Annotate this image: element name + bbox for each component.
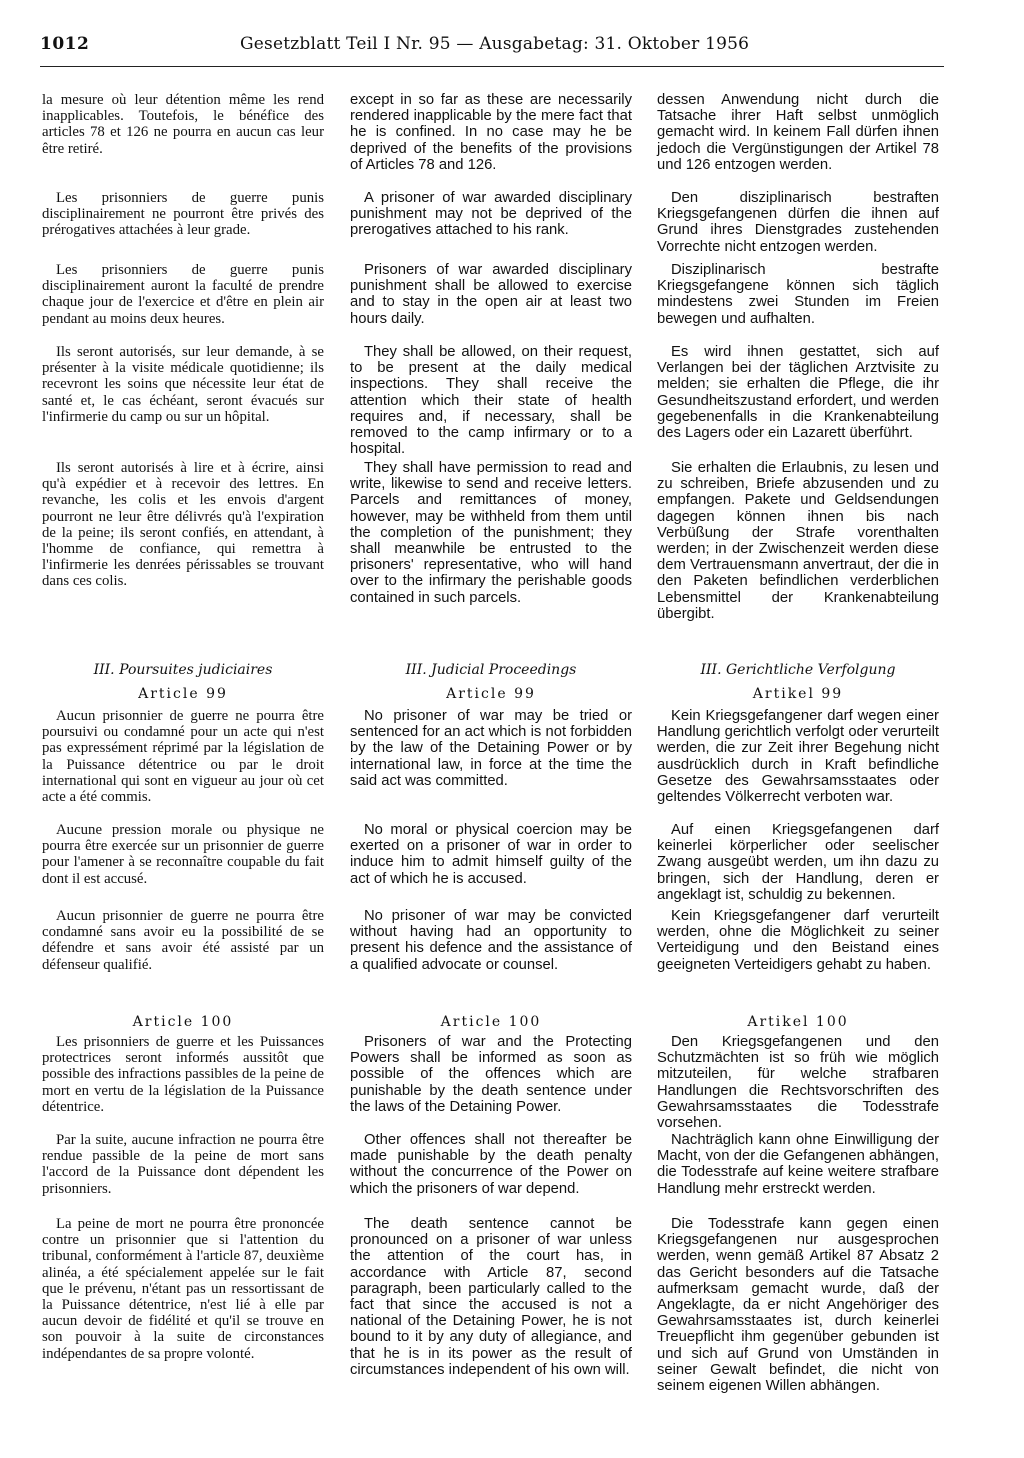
paragraph: Kein Kriegsgefangener darf wegen einer Handlung gerichtlich verfolgt oder verurteilt werden, die zur Zeit ihrer Begehung nicht ausdrücklich durch in Kraft befindliche Gesetze des Gewahrsamsstaates oder geltendes Völkerrecht verboten war.	[657, 708, 939, 806]
paragraph: Ils seront autorisés à lire et à écrire, ainsi qu'à expédier et à recevoir des lettres. En revanche, les colis et les envois d'argent pourront ne leur être délivrés qu'à l'expiration de la peine; ils seront confiés, en attendant, à l'homme de confiance, qui remettra à l'infirmerie les denrées périssables se trouvant dans ces colis.	[42, 460, 324, 590]
paragraph: Ils seront autorisés, sur leur demande, à se présenter à la visite médicale quotidienne; ils recevront les soins que nécessite leur état de santé et, le cas échéant, seront évacués sur l'infirmerie du camp ou sur un hôpital.	[42, 344, 324, 425]
paragraph: Other offences shall not thereafter be made punishable by the death penalty without the concurrence of the Power on which the prisoners of war depend.	[350, 1132, 632, 1197]
english-art99-p1	[350, 708, 632, 789]
french-art100-p2	[42, 1132, 324, 1197]
english-art99-p3	[350, 908, 632, 973]
paragraph: Kein Kriegsgefangener darf verurteilt werden, ohne die Möglichkeit zu seiner Verteidigung und den Beistand eines geeigneten Verteidigers gehabt zu haben.	[657, 908, 939, 973]
article-heading: Article 99	[138, 686, 228, 702]
german-art99-p3	[657, 908, 939, 973]
german-top-p4	[657, 344, 939, 441]
paragraph: Den disziplinarisch bestraften Kriegsgefangenen dürfen die ihnen auf Grund ihres Dienstgrades zustehenden Vorrechte nicht entzogen werden.	[657, 190, 939, 255]
english-art100-p3	[350, 1216, 632, 1378]
german-section-heading	[657, 662, 939, 702]
german-art99-p1	[657, 708, 939, 805]
paragraph: No prisoner of war may be tried or sentenced for an act which is not forbidden by the law of the Detaining Power or by international law, in force at the time the said act was committed.	[350, 708, 632, 789]
paragraph: No moral or physical coercion may be exerted on a prisoner of war in order to induce him to admit himself guilty of the act of which he is accused.	[350, 822, 632, 887]
paragraph: A prisoner of war awarded disciplinary punishment may not be deprived of the prerogatives attached to his rank.	[350, 190, 632, 239]
paragraph: Die Todesstrafe kann gegen einen Kriegsgefangenen nur ausgesprochen werden, wenn gemäß Artikel 87 Absatz 2 das Gericht besonders auf die Tatsache aufmerksam gemacht wurde, daß der Angeklagte, da er nicht Angehöriger des Gewahrsamsstaates ist, durch keinerlei Treuepflicht ihm gegenüber gebunden ist und sich auf Grund von Umständen in seiner Gewalt befindet, die nicht von seinem eigenen Willen abhängen.	[657, 1216, 939, 1395]
french-top-p1	[42, 92, 324, 157]
french-section-heading	[42, 662, 324, 702]
french-top-p4	[42, 344, 324, 425]
paragraph: Den Kriegsgefangenen und den Schutzmächten ist so früh wie möglich mitzuteilen, für welche strafbaren Handlungen die Rechtsvorschriften des Gewahrsamsstaates die Todesstrafe vorsehen.	[657, 1034, 939, 1132]
english-top-p1	[350, 92, 632, 173]
german-top-p5	[657, 460, 939, 622]
english-top-p5	[350, 460, 632, 606]
paragraph: Disziplinarisch bestrafte Kriegsgefangene können sich täglich mindestens zwei Stunden im Freien bewegen und aufhalten.	[657, 262, 939, 327]
german-art99-p2	[657, 822, 939, 903]
paragraph: Les prisonniers de guerre et les Puissances protectrices seront informés aussitôt que possible des infractions passibles de la peine de mort en vertu de la législation de la Puissance détentrice.	[42, 1034, 324, 1115]
english-top-p2	[350, 190, 632, 239]
paragraph: Prisoners of war and the Protecting Powers shall be informed as soon as possible of the offences which are punishable by the death sentence under the laws of the Detaining Power.	[350, 1034, 632, 1115]
english-art99-p2	[350, 822, 632, 887]
english-top-p4	[350, 344, 632, 457]
german-top-p1	[657, 92, 939, 173]
paragraph: They shall have permission to read and write, likewise to send and receive letters. Parcels and remittances of money, however, may be withheld from them until the completion of the punishment; they shall meanwhile be entrusted to the prisoners' representative, who will hand over to the infirmary the perishable goods contained in such parcels.	[350, 460, 632, 606]
french-top-p2	[42, 190, 324, 239]
paragraph: Es wird ihnen gestattet, sich auf Verlangen bei der täglichen Arztvisite zu melden; sie erhalten die Pflege, die ihr Gesundheitszustand erfordert, und werden gegebenenfalls in die Krankenabteilung des Lagers oder ein Lazarett überführt.	[657, 344, 939, 442]
german-top-p2	[657, 190, 939, 255]
french-art100-p3	[42, 1216, 324, 1362]
page-number: 1012	[40, 34, 90, 54]
paragraph: Par la suite, aucune infraction ne pourra être rendue passible de la peine de mort sans l'accord de la Puissance dont dépendent les prisonniers.	[42, 1132, 324, 1197]
paragraph: Aucun prisonnier de guerre ne pourra être poursuivi ou condamné pour un acte qui n'est pas expressément réprimé par la législation de la Puissance détentrice ou par le droit international qui sont en vigueur au jour où cet acte a été commis.	[42, 708, 324, 806]
french-art100-p1	[42, 1034, 324, 1115]
article-heading: Article 99	[446, 686, 536, 702]
paragraph: No prisoner of war may be convicted without having had an opportunity to present his defence and the assistance of a qualified advocate or counsel.	[350, 908, 632, 973]
paragraph: La peine de mort ne pourra être prononcée contre un prisonnier que si l'attention du tribunal, conformément à l'article 87, deuxième alinéa, a été spécialement appelée sur le fait que le prévenu, n'étant pas un ressortissant de la Puissance détentrice, n'est lié à elle par aucun devoir de fidélité et qu'il se trouve en son pouvoir à la suite de circonstances indépendantes de sa propre volonté.	[42, 1216, 324, 1362]
german-art100-p2	[657, 1132, 939, 1197]
paragraph: Prisoners of war awarded disciplinary punishment shall be allowed to exercise and to stay in the open air at least two hours daily.	[350, 262, 632, 327]
french-top-p3	[42, 262, 324, 327]
paragraph: Auf einen Kriegsgefangenen darf keinerlei körperlicher oder seelischer Zwang ausgeübt werden, um ihn dazu zu bringen, sich der Handlung, deren er angeklagt ist, schuldig zu bekennen.	[657, 822, 939, 903]
french-art100-heading: Article 100	[132, 1014, 234, 1030]
paragraph: la mesure où leur détention même les rend inapplicables. Toutefois, le bénéfice des articles 78 et 126 ne pourra en aucun cas leur être retiré.	[42, 92, 324, 157]
paragraph: Les prisonniers de guerre punis disciplinairement ne pourront être privés des prérogatives attachées à leur grade.	[42, 190, 324, 239]
german-art100-heading: Artikel 100	[747, 1014, 849, 1030]
german-art100-p1	[657, 1034, 939, 1131]
section-title: III. Gerichtliche Verfolgung	[700, 662, 896, 678]
section-title: III. Judicial Proceedings	[405, 662, 577, 678]
english-art100-heading: Article 100	[440, 1014, 542, 1030]
section-title: III. Poursuites judiciaires	[93, 662, 273, 678]
french-top-p5	[42, 460, 324, 590]
page-header	[40, 22, 944, 67]
paragraph: dessen Anwendung nicht durch die Tatsache ihrer Haft selbst unmöglich gemacht wird. In keinem Fall dürfen ihnen jedoch die Vergünstigungen der Artikel 78 und 126 entzogen werden.	[657, 92, 939, 173]
article-heading: Artikel 99	[752, 686, 844, 702]
german-top-p3	[657, 262, 939, 327]
french-art99-p3	[42, 908, 324, 973]
english-section-heading	[350, 662, 632, 702]
paragraph: except in so far as these are necessarily rendered inapplicable by the mere fact that he is confined. In no case may he be deprived of the benefits of the provisions of Articles 78 and 126.	[350, 92, 632, 173]
french-art99-p2	[42, 822, 324, 887]
english-art100-p1	[350, 1034, 632, 1115]
paragraph: Nachträglich kann ohne Einwilligung der Macht, von der die Gefangenen abhängen, die Todesstrafe auf keine weitere strafbare Handlung mehr erstreckt werden.	[657, 1132, 939, 1197]
english-top-p3	[350, 262, 632, 327]
paragraph: They shall be allowed, on their request, to be present at the daily medical inspections. They shall receive the attention which their state of health requires and, if necessary, shall be removed to the camp infirmary or to a hospital.	[350, 344, 632, 458]
paragraph: Les prisonniers de guerre punis disciplinairement auront la faculté de prendre chaque jour de l'exercice et d'être en plein air pendant au moins deux heures.	[42, 262, 324, 327]
paragraph: Aucun prisonnier de guerre ne pourra être condamné sans avoir eu la possibilité de se défendre et sans avoir été assisté par un défenseur qualifié.	[42, 908, 324, 973]
gazette-title: Gesetzblatt Teil I Nr. 95 — Ausgabetag: 31. Oktober 1956	[240, 34, 750, 54]
paragraph: The death sentence cannot be pronounced on a prisoner of war unless the attention of the court has, in accordance with Article 87, second paragraph, been particularly called to the fact that since the accused is not a national of the Detaining Power, he is not bound to it by any duty of allegiance, and that he is in its power as the result of circumstances independent of his own will.	[350, 1216, 632, 1378]
paragraph: Sie erhalten die Erlaubnis, zu lesen und zu schreiben, Briefe abzusenden und zu empfangen. Pakete und Geldsendungen dagegen können ihnen bis nach Verbüßung der Strafe vorenthalten werden; in der Zwischenzeit werden diese dem Vertrauensmann anvertraut, der die in den Paketen befindlichen verderblichen Lebensmittel der Krankenabteilung übergibt.	[657, 460, 939, 622]
english-art100-p2	[350, 1132, 632, 1197]
french-art99-p1	[42, 708, 324, 805]
german-art100-p3	[657, 1216, 939, 1394]
paragraph: Aucune pression morale ou physique ne pourra être exercée sur un prisonnier de guerre pour l'amener à se reconnaître coupable du fait dont il est accusé.	[42, 822, 324, 887]
